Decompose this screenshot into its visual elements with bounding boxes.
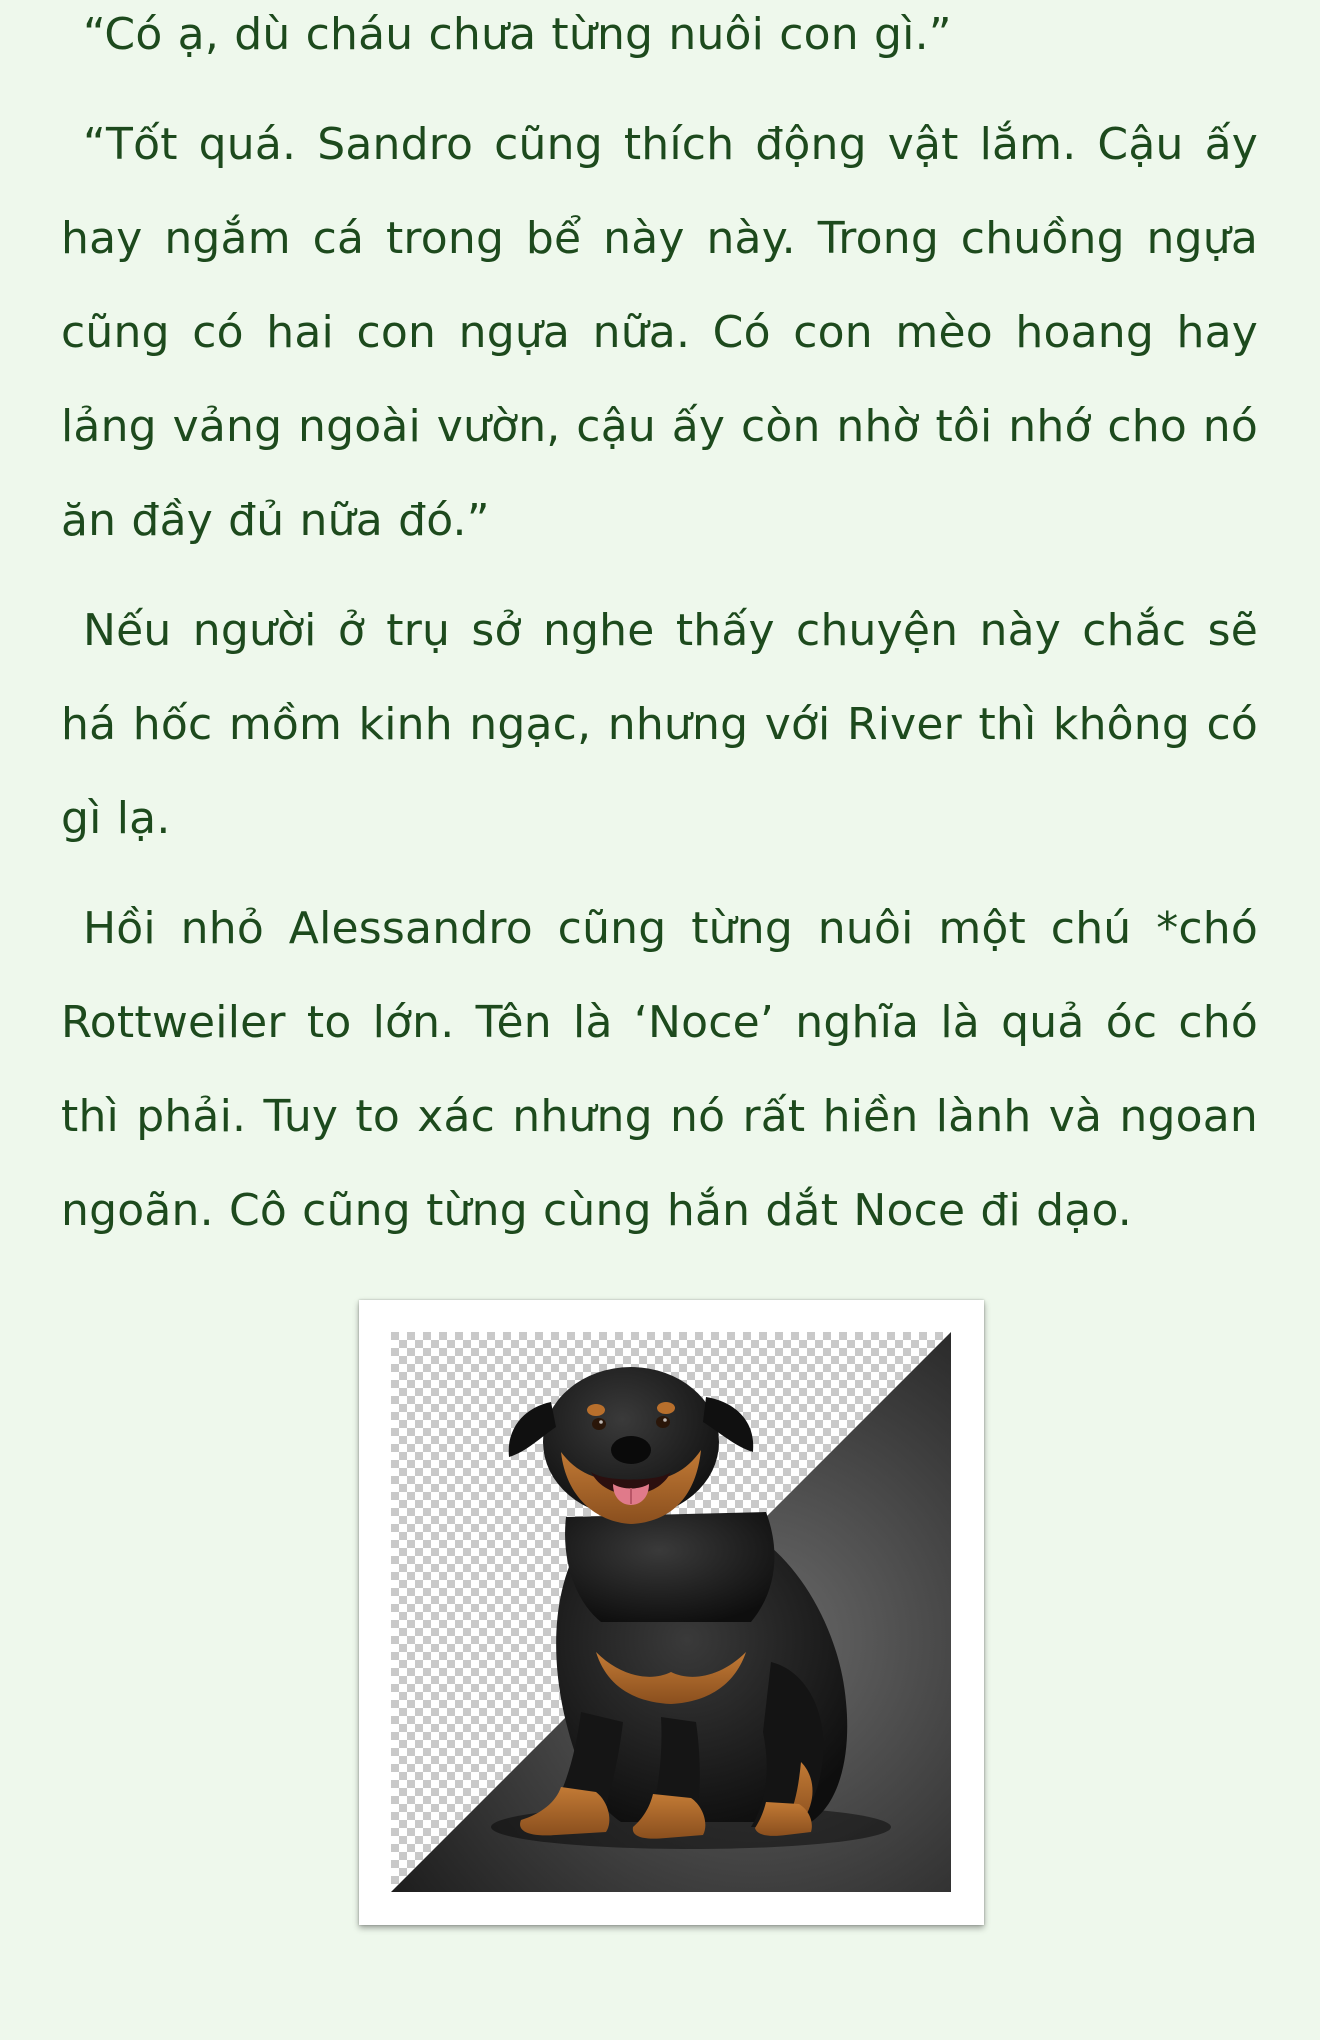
dog-nose <box>611 1436 651 1464</box>
paragraph-4: Hồi nhỏ Alessandro cũng từng nuôi một chú *chó Rottweiler to lớn. Tên là ‘Noce’ nghĩa là quả óc chó thì phải. Tuy to xác nhưng nó rất hiền lành và ngoan ngoãn. Cô cũng từng cùng hắn dắt Noce đi dạo. <box>61 903 1258 1236</box>
rottweiler-image[interactable] <box>391 1332 951 1892</box>
paragraph-2: “Tốt quá. Sandro cũng thích động vật lắm. Cậu ấy hay ngắm cá trong bể này này. Trong chuồng ngựa cũng có hai con ngựa nữa. Có con mèo hoang hay lảng vảng ngoài vườn, cậu ấy còn nhờ tôi nhớ cho nó ăn đầy đủ nữa đó.” <box>61 119 1258 546</box>
illustration-frame[interactable] <box>359 1300 984 1925</box>
paragraph-1: “Có ạ, dù cháu chưa từng nuôi con gì.” <box>83 9 952 60</box>
paragraph-3: Nếu người ở trụ sở nghe thấy chuyện này chắc sẽ há hốc mồm kinh ngạc, nhưng với River thì không có gì lạ. <box>61 605 1258 844</box>
reading-page <box>61 0 1258 1258</box>
rottweiler-illustration <box>391 1332 951 1892</box>
